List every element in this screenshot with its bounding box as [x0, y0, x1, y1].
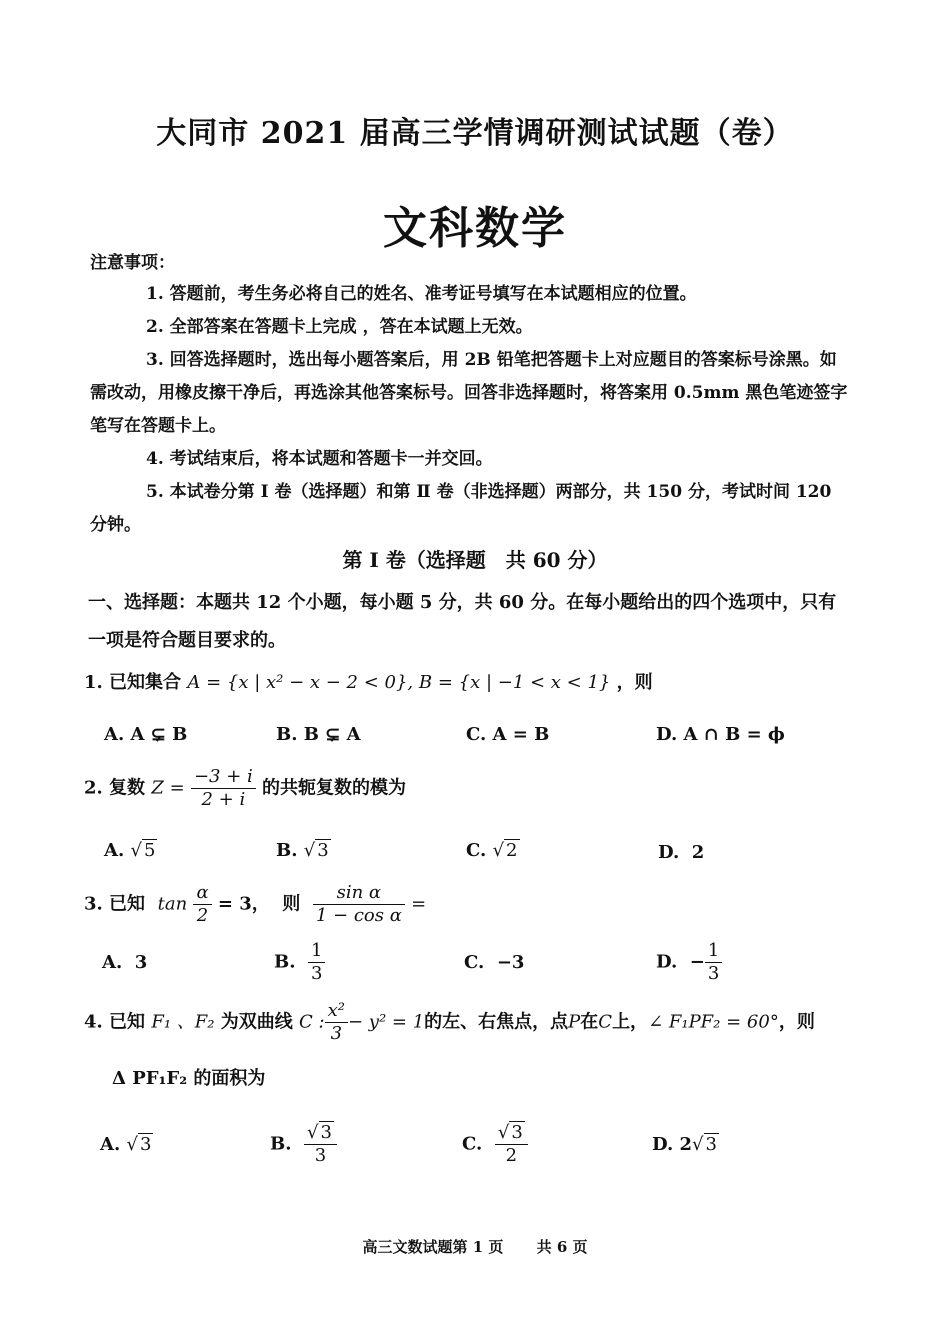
footer-page: 高三文数试题第 1 页	[362, 1238, 504, 1256]
exam-title: 大同市 2021 届高三学情调研测试试题（卷）	[156, 116, 794, 151]
question-3-option-b: B. $\frac{1}{3}$	[274, 940, 325, 985]
notice-item-4: 4. 考试结束后，将本试题和答题卡一并交回。	[146, 449, 493, 469]
footer-total: 共 6 页	[536, 1238, 588, 1256]
question-3-option-d: D. − $\frac{1}{3}$	[656, 940, 722, 985]
question-2-stem: 2. 复数 Z = $\frac{-3 + i}{2 + i}$ 的共轭复数的模为	[84, 766, 407, 810]
question-1-option-b: B. B ⊊ A	[276, 724, 361, 745]
exam-subject: 文科数学	[383, 203, 567, 254]
notice-item-1: 1. 答题前，考生务必将自己的姓名、准考证号填写在本试题相应的位置。	[146, 284, 697, 304]
question-3-fraction: $\frac{\text{sin α}}{\text{1 − cos α}}$	[313, 882, 405, 927]
question-4-option-c: C. $\frac{√ 3}{2}$	[462, 1122, 528, 1167]
notice-item-3: 3. 回答选择题时，选出每小题答案后，用 2B 铅笔把答题卡上对应题目的答案标号涂黑。如需改动，用橡皮擦干净后，再选涂其他答案标号。回答非选择题时，将答案用 0.5mm 黑色笔迹签字笔写在答题卡上。	[90, 350, 848, 436]
question-3-option-a: A. 3	[102, 952, 148, 973]
section-instruction: 一、选择题：本题共 12 个小题，每小题 5 分，共 60 分。在每小题给出的四个选项中，只有一项是符合题目要求的。	[88, 592, 837, 651]
question-2-fraction: $\frac{-3 + i}{2 + i}$	[191, 766, 256, 811]
section-heading: 第 Ⅰ 卷（选择题 共 60 分）	[342, 548, 608, 572]
question-4-option-b: B. $\frac{√ 3}{3}$	[270, 1122, 337, 1167]
notice-item-2: 2. 全部答案在答题卡上完成 ，答在本试题上无效。	[146, 317, 533, 337]
notice-heading: 注意事项：	[90, 253, 175, 273]
page-footer	[0, 1236, 950, 1257]
question-2-option-c: C. √ 2	[466, 840, 518, 861]
question-4-option-a: A. √ 3	[100, 1134, 152, 1155]
question-2-option-a: A. √ 5	[104, 840, 156, 861]
question-4-stem: 4. 已知 F₁ 、F₂ 为双曲线 C : $\frac{\text{x²}}{3}$ − y² = 1的左、右焦点，点P在C上，∠ F₁PF₂ = 60°，则	[84, 1000, 815, 1044]
question-4-stem-line2: Δ PF₁F₂ 的面积为	[112, 1068, 266, 1089]
question-1-stem: 1. 已知集合 A = {x | x² − x − 2 < 0}, B = {x | −1 < x < 1} ，则	[84, 672, 653, 693]
question-1-option-d: D. A ∩ B = ϕ	[656, 724, 785, 745]
question-3-stem: 3. 已知 tan $\frac{\alpha}{2}$ = 3， 则 $\frac{\text{sin α}}{\text{1 − cos α}}$ =	[84, 882, 427, 926]
question-3-option-c: C. −3	[464, 952, 525, 973]
question-4-option-d: D. 2√ 3	[652, 1134, 717, 1155]
notice-item-5: 5. 本试卷分第 Ⅰ 卷（选择题）和第 Ⅱ 卷（非选择题）两部分，共 150 分，考试时间 120 分钟。	[90, 482, 832, 535]
question-2-option-d: D. 2	[658, 842, 705, 863]
question-1-option-c: C. A = B	[466, 724, 550, 745]
question-1-option-a: A. A ⊊ B	[104, 724, 188, 745]
question-2-option-b: B. √ 3	[276, 840, 329, 861]
